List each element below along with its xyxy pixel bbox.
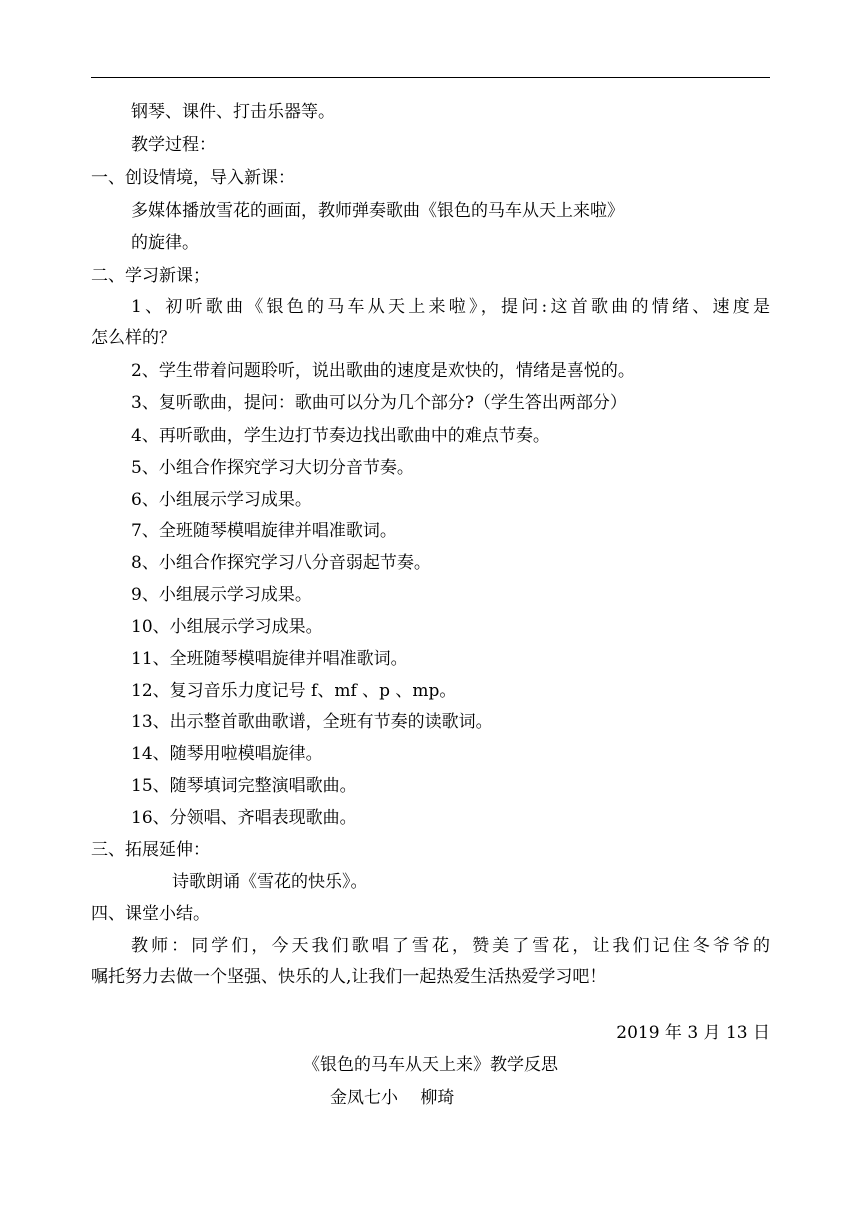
- summary-line: 教师：同学们，今天我们歌唱了雪花，赞美了雪花，让我们记住冬爷爷的: [131, 936, 770, 956]
- step-11: 11、全班随琴模唱旋律并唱准歌词。: [131, 649, 408, 669]
- author-line: 金凤七小 柳琦: [330, 1088, 455, 1108]
- paragraph-line: 的旋律。: [131, 233, 199, 253]
- step-9: 9、小组展示学习成果。: [131, 585, 312, 605]
- step-3: 3、复听歌曲，提问：歌曲可以分为几个部分?（学生答出两部分）: [131, 393, 627, 413]
- step-1-line: 1、初听歌曲《银色的马车从天上来啦》，提问:这首歌曲的情绪、速度是: [131, 297, 770, 317]
- section-4-heading: 四、课堂小结。: [91, 904, 210, 924]
- section-2-heading: 二、学习新课；: [91, 266, 210, 286]
- step-7: 7、全班随琴模唱旋律并唱准歌词。: [131, 521, 397, 541]
- extension-line: 诗歌朗诵《雪花的快乐》。: [172, 872, 368, 892]
- reflection-title: 《银色的马车从天上来》教学反思: [303, 1055, 558, 1075]
- step-12: 12、复习音乐力度记号 f、mf 、p 、mp。: [131, 681, 457, 701]
- materials-line: 钢琴、课件、打击乐器等。: [131, 102, 335, 122]
- step-14: 14、随琴用啦模唱旋律。: [131, 744, 323, 764]
- step-6: 6、小组展示学习成果。: [131, 490, 312, 510]
- step-8: 8、小组合作探究学习八分音弱起节奏。: [131, 553, 431, 573]
- step-13: 13、出示整首歌曲歌谱，全班有节奏的读歌词。: [131, 712, 493, 732]
- section-1-heading: 一、创设情境，导入新课：: [91, 168, 295, 188]
- step-16: 16、分领唱、齐唱表现歌曲。: [131, 808, 357, 828]
- process-heading: 教学过程：: [131, 135, 216, 155]
- section-3-heading: 三、拓展延伸：: [91, 840, 210, 860]
- step-5: 5、小组合作探究学习大切分音节奏。: [131, 458, 414, 478]
- summary-continuation: 嘱托努力去做一个坚强、快乐的人,让我们一起热爱生活热爱学习吧！: [91, 967, 607, 987]
- step-10: 10、小组展示学习成果。: [131, 617, 323, 637]
- step-15: 15、随琴填词完整演唱歌曲。: [131, 776, 357, 796]
- step-2: 2、学生带着问题聆听，说出歌曲的速度是欢快的，情绪是喜悦的。: [131, 361, 635, 381]
- step-4: 4、再听歌曲，学生边打节奏边找出歌曲中的难点节奏。: [131, 426, 550, 446]
- header-rule: [91, 77, 770, 78]
- date-line: 2019 年 3 月 13 日: [616, 1023, 770, 1043]
- step-1-continuation: 怎么样的？: [91, 328, 176, 348]
- paragraph-line: 多媒体播放雪花的画面，教师弹奏歌曲《银色的马车从天上来啦》: [131, 201, 624, 221]
